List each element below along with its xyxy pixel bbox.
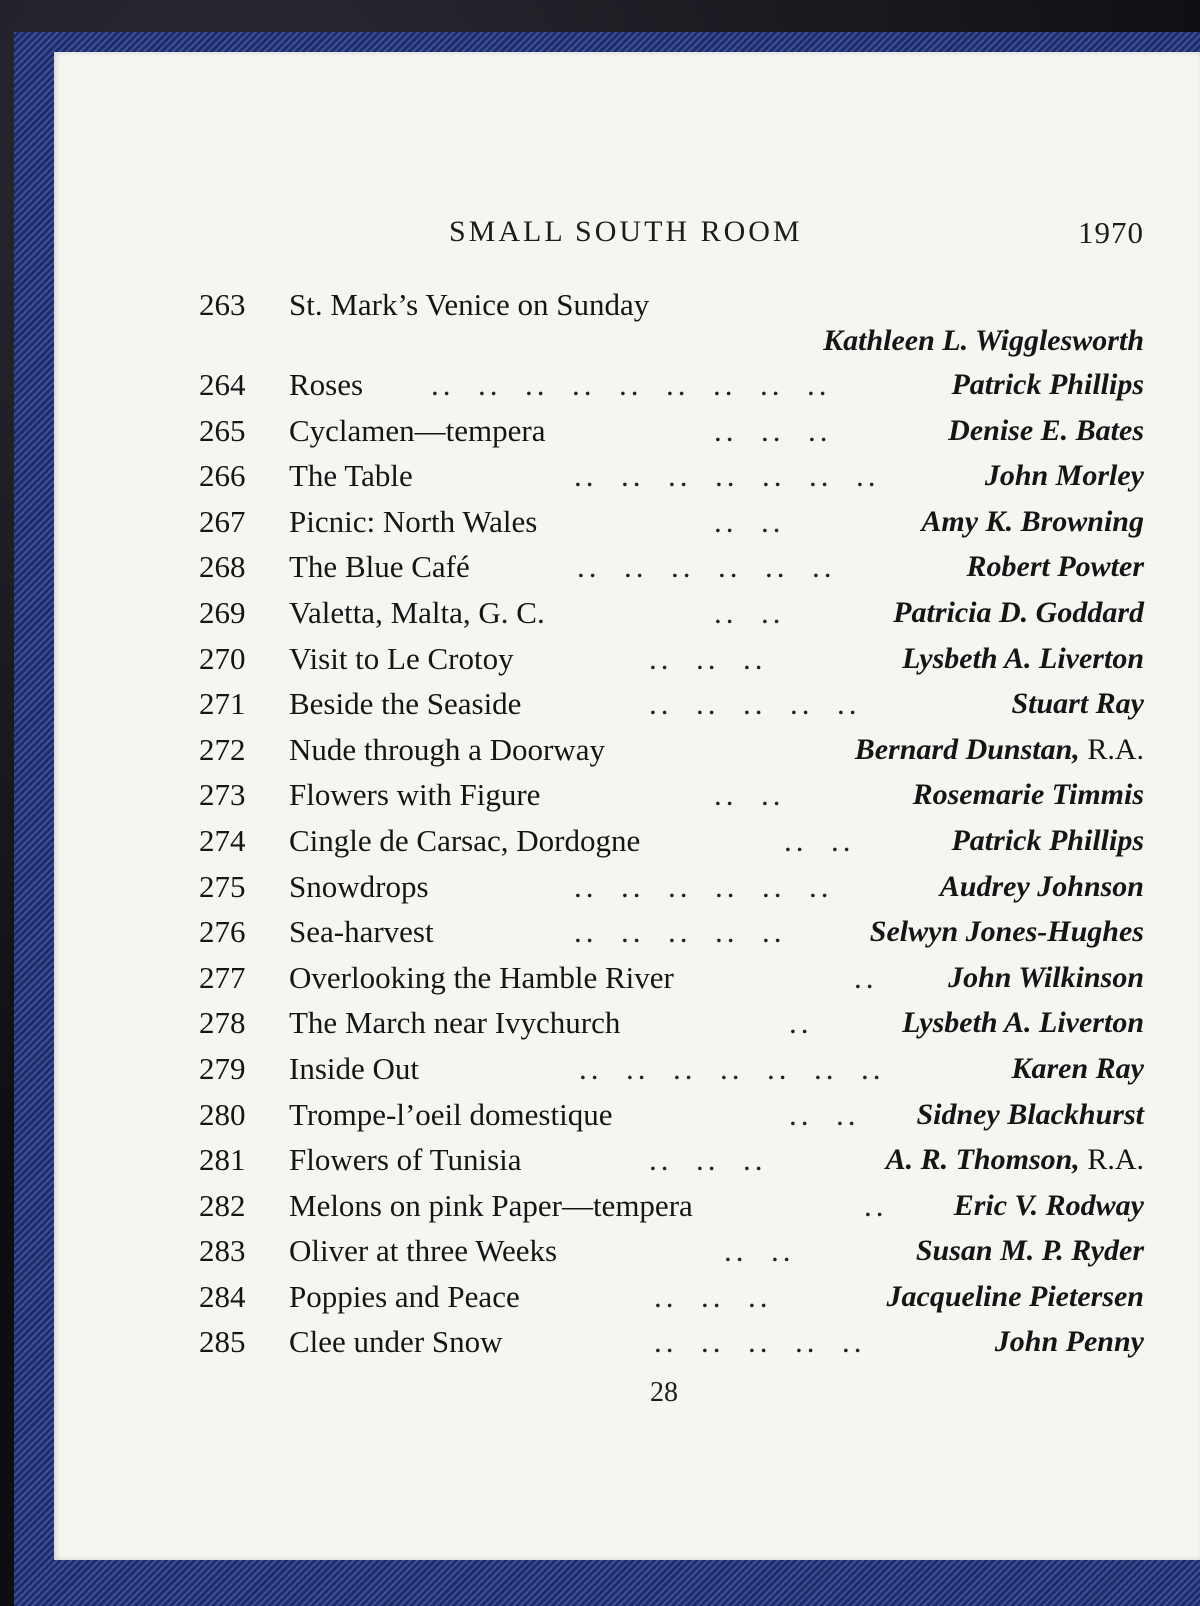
entry-artist <box>887 1274 1144 1320</box>
artist-name: John Morley <box>984 459 1144 493</box>
catalogue-entry <box>199 681 1144 727</box>
entry-artist <box>1011 681 1144 727</box>
dot-leader: .. .. .. .. .. .. .. .. .. <box>431 367 831 402</box>
dot-leader: .. <box>789 1005 813 1041</box>
entry-number: 269 <box>199 594 246 630</box>
artist-name: Jacqueline Pietersen <box>886 1279 1144 1313</box>
entry-title: Overlooking the Hamble River <box>289 959 674 995</box>
artist-name: Sidney Blackhurst <box>916 1097 1144 1131</box>
running-head <box>54 215 1200 255</box>
catalogue-entry <box>199 1046 1144 1092</box>
entry-artist <box>902 1000 1144 1046</box>
artist-name: Stuart Ray <box>1011 687 1144 721</box>
entry-title: Valetta, Malta, G. C. <box>289 594 545 630</box>
catalogue-entry <box>199 1274 1144 1320</box>
entry-artist <box>954 1183 1144 1229</box>
artist-name: A. R. Thomson, <box>885 1143 1080 1177</box>
artist-name: Denise E. Bates <box>948 413 1144 447</box>
artist-name: Selwyn Jones-Hughes <box>869 915 1144 949</box>
dot-leader: .. .. <box>714 503 785 539</box>
entry-artist <box>886 1137 1144 1183</box>
artist-name: John Wilkinson <box>948 960 1144 994</box>
dot-leader: .. .. .. <box>654 1278 772 1314</box>
catalogue-entry <box>199 499 1144 545</box>
artist-name: Lysbeth A. Liverton <box>902 1006 1144 1040</box>
entry-number: 266 <box>199 458 246 494</box>
catalogue-entry <box>199 772 1144 818</box>
catalogue-entry <box>199 362 1144 408</box>
dot-leader: .. .. .. .. .. .. .. <box>579 1050 885 1086</box>
artist-name: Rosemarie Timmis <box>912 778 1144 812</box>
dot-leader: .. .. .. <box>649 640 767 676</box>
catalogue-entry <box>199 1319 1144 1365</box>
catalogue-entry <box>199 1137 1144 1183</box>
artist-honour: R.A. <box>1087 1143 1144 1177</box>
artist-name: Patrick Phillips <box>951 368 1144 401</box>
entry-number: 284 <box>199 1278 246 1314</box>
catalogue-entry <box>199 453 1144 499</box>
entry-artist <box>948 955 1144 1001</box>
artist-name: John Penny <box>994 1325 1144 1359</box>
entry-artist <box>855 727 1144 773</box>
entry-artist <box>940 864 1144 910</box>
page-number: 28 <box>650 1377 678 1408</box>
entry-number: 279 <box>199 1050 246 1086</box>
entry-artist <box>902 636 1144 682</box>
entry-number: 277 <box>199 959 246 995</box>
entry-number: 264 <box>199 367 246 402</box>
entry-number: 265 <box>199 412 246 448</box>
entry-title: Clee under Snow <box>289 1324 503 1360</box>
entry-title: Trompe-l’oeil domestique <box>289 1096 613 1132</box>
entry-number: 282 <box>199 1187 246 1223</box>
entry-title: Flowers of Tunisia <box>289 1142 522 1178</box>
artist-name: Lysbeth A. Liverton <box>902 641 1144 675</box>
entry-title: Snowdrops <box>289 868 429 904</box>
entry-artist <box>823 318 1144 364</box>
entry-number: 280 <box>199 1096 246 1132</box>
entry-title: Poppies and Peace <box>289 1278 520 1314</box>
artist-name: Audrey Johnson <box>939 869 1144 903</box>
dot-leader: .. .. .. .. .. <box>654 1324 866 1360</box>
catalogue-entry <box>199 909 1144 955</box>
artist-name: Patricia D. Goddard <box>893 595 1144 629</box>
entry-title: Inside Out <box>289 1050 420 1086</box>
entry-artist <box>913 772 1144 818</box>
dot-leader: .. .. .. .. .. <box>649 686 861 722</box>
entry-artist <box>995 1319 1144 1365</box>
dot-leader: .. .. <box>784 822 855 858</box>
section-title: SMALL SOUTH ROOM <box>449 215 803 248</box>
entry-number: 272 <box>199 731 246 767</box>
dot-leader: .. .. .. .. .. .. <box>577 549 836 585</box>
catalogue-entry <box>199 818 1144 864</box>
artist-name: Bernard Dunstan, <box>854 732 1080 766</box>
entry-artist <box>951 818 1144 864</box>
catalogue-entry <box>199 282 1144 362</box>
entry-artist <box>948 408 1144 454</box>
catalogue-entry <box>199 727 1144 773</box>
artist-name: Eric V. Rodway <box>953 1188 1144 1222</box>
catalogue-entry <box>199 636 1144 682</box>
artist-name: Susan M. P. Ryder <box>915 1234 1144 1268</box>
catalogue-entry <box>199 1228 1144 1274</box>
catalogue-entry <box>199 1183 1144 1229</box>
entry-number: 267 <box>199 503 246 539</box>
artist-name: Patrick Phillips <box>951 823 1144 857</box>
entry-artist <box>916 1228 1144 1274</box>
dot-leader: .. .. .. .. .. .. .. <box>574 458 880 494</box>
catalogue-entry <box>199 1000 1144 1046</box>
entry-number: 281 <box>199 1142 246 1178</box>
artist-name: Kathleen L. Wigglesworth <box>823 324 1144 357</box>
dot-leader: .. .. <box>714 594 785 630</box>
entry-number: 268 <box>199 549 246 585</box>
dot-leader: .. .. <box>714 777 785 813</box>
entry-artist <box>921 499 1144 545</box>
entry-number: 270 <box>199 640 246 676</box>
catalogue-entry <box>199 864 1144 910</box>
dot-leader: .. .. .. <box>714 412 832 448</box>
catalogue-entry-list <box>199 282 1144 1365</box>
artist-name: Amy K. Browning <box>921 504 1144 538</box>
catalogue-entry <box>199 590 1144 636</box>
dot-leader: .. .. .. <box>649 1142 767 1178</box>
entry-number: 271 <box>199 686 246 722</box>
entry-title: Melons on pink Paper—tempera <box>289 1187 693 1223</box>
entry-title: Beside the Seaside <box>289 686 522 722</box>
entry-title: Cingle de Carsac, Dordogne <box>289 822 641 858</box>
entry-artist <box>916 1092 1144 1138</box>
entry-artist <box>893 590 1144 636</box>
entry-title: Sea-harvest <box>289 914 434 950</box>
artist-honour: R.A. <box>1087 732 1144 766</box>
entry-number: 263 <box>199 287 246 322</box>
entry-artist <box>951 362 1144 408</box>
entry-number: 276 <box>199 914 246 950</box>
dot-leader: .. <box>864 1187 888 1223</box>
entry-title: The Table <box>289 458 413 494</box>
artist-name: Karen Ray <box>1011 1051 1144 1085</box>
catalogue-entry <box>199 955 1144 1001</box>
entry-title: St. Mark’s Venice on Sunday <box>289 287 650 322</box>
entry-title: The March near Ivychurch <box>289 1005 621 1041</box>
dot-leader: .. <box>854 959 878 995</box>
entry-title: Picnic: North Wales <box>289 503 538 539</box>
entry-title: Nude through a Doorway <box>289 731 605 767</box>
entry-number: 278 <box>199 1005 246 1041</box>
catalogue-page <box>54 52 1200 1560</box>
entry-title: Cyclamen—tempera <box>289 412 546 448</box>
artist-name: Robert Powter <box>966 550 1144 584</box>
entry-artist <box>985 453 1144 499</box>
entry-artist <box>967 544 1145 590</box>
entry-title: Oliver at three Weeks <box>289 1233 558 1269</box>
entry-number: 273 <box>199 777 246 813</box>
entry-number: 274 <box>199 822 246 858</box>
entry-title: Roses <box>289 367 364 402</box>
entry-title: The Blue Café <box>289 549 470 585</box>
year-label: 1970 <box>1078 215 1144 250</box>
entry-number: 275 <box>199 868 246 904</box>
entry-number: 285 <box>199 1324 246 1360</box>
catalogue-entry <box>199 544 1144 590</box>
entry-number: 283 <box>199 1233 246 1269</box>
entry-artist <box>870 909 1144 955</box>
dot-leader: .. .. .. .. .. <box>574 914 786 950</box>
entry-artist <box>1011 1046 1144 1092</box>
entry-title: Flowers with Figure <box>289 777 541 813</box>
dot-leader: .. .. <box>724 1233 795 1269</box>
catalogue-entry <box>199 408 1144 454</box>
catalogue-entry <box>199 1092 1144 1138</box>
dot-leader: .. .. <box>789 1096 860 1132</box>
entry-title: Visit to Le Crotoy <box>289 640 514 676</box>
dot-leader: .. .. .. .. .. .. <box>574 868 833 904</box>
